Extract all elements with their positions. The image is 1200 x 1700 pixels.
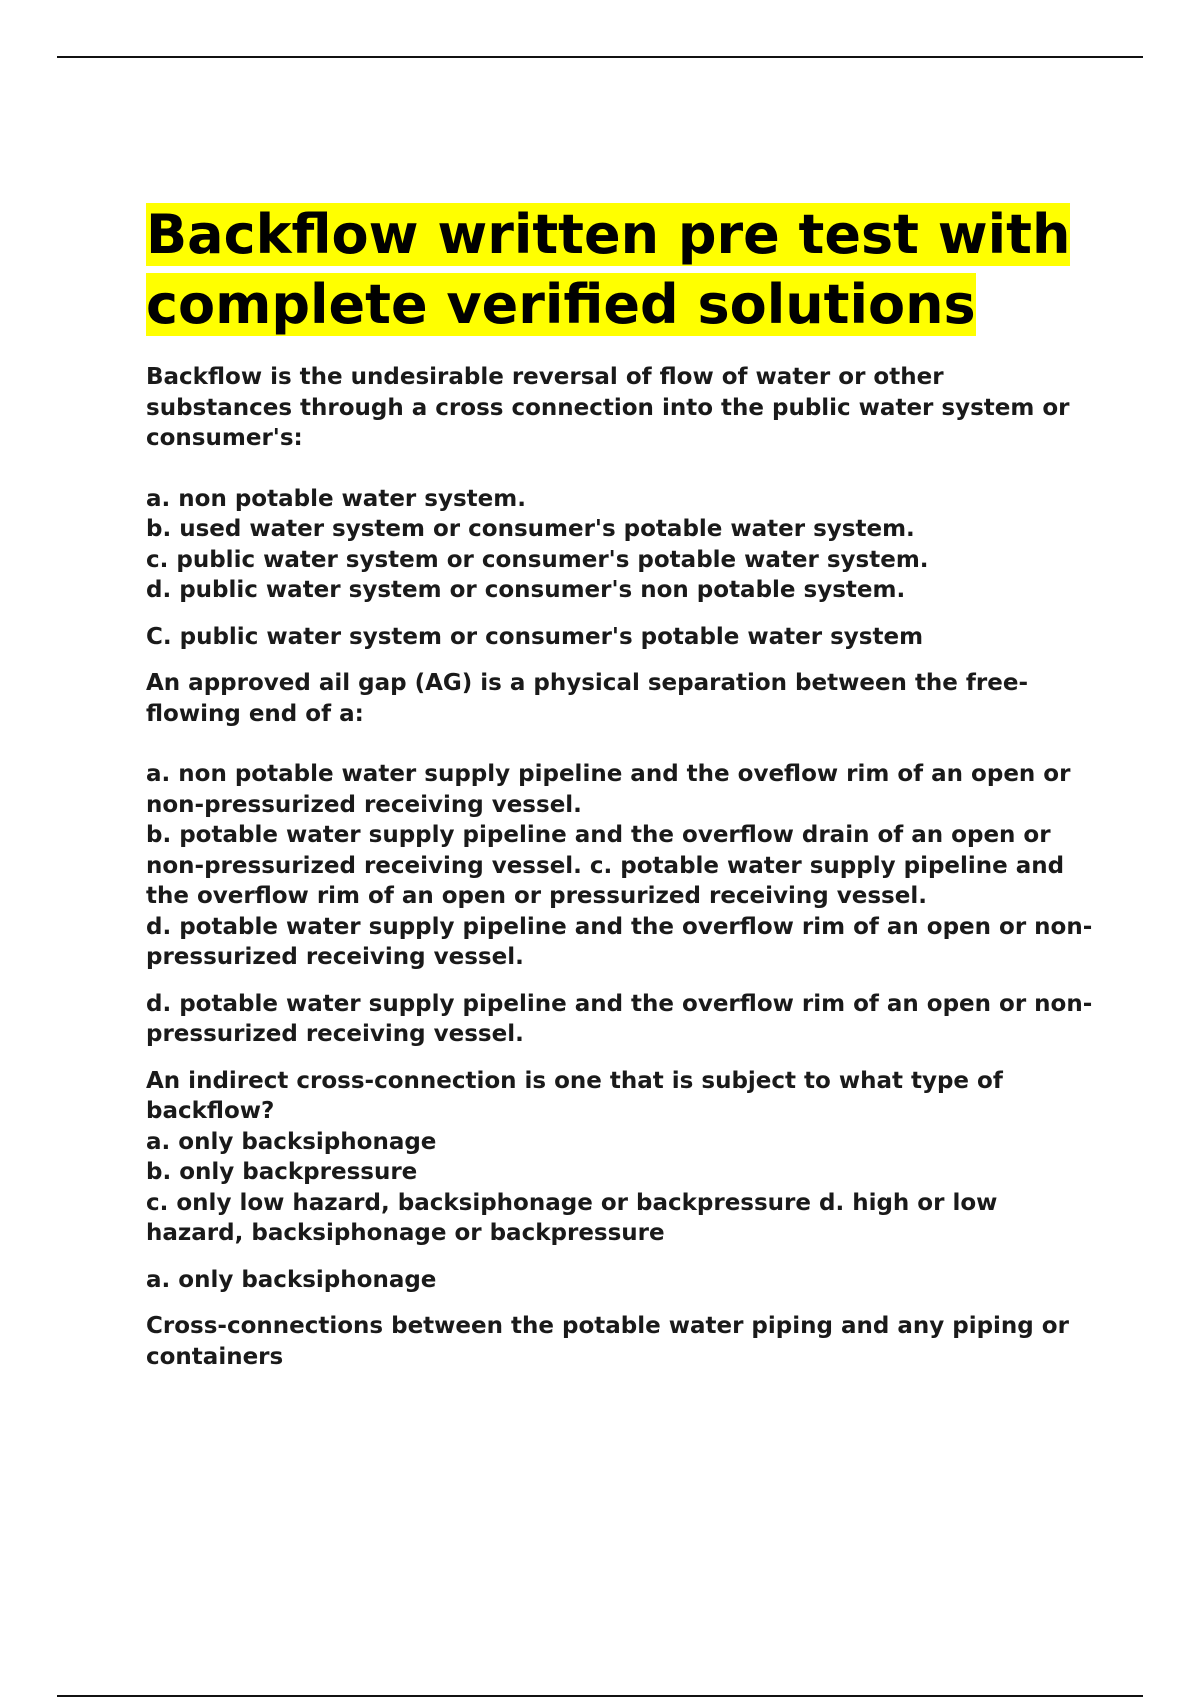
question-1-option-d: d. public water system or consumer's non potable system. [146,577,906,603]
question-block-4 [146,1311,1096,1372]
question-1-options [146,484,1096,606]
document-body [146,200,1096,1388]
question-1-option-c: c. public water system or consumer's potable water system. [146,546,929,573]
question-3-option-c-d: c. only low hazard, backsiphonage or backpressure d. high or low hazard, backsiphonage or backpressure [146,1189,998,1246]
answer-block-3 [146,1265,1096,1296]
question-3-option-b: b. only backpressure [146,1159,418,1185]
answer-2-text: d. potable water supply pipeline and the overflow rim of an open or non-pressurized receiving vessel. [146,990,1093,1047]
question-2-option-a: a. non potable water supply pipeline and the oveflow rim of an open or non-pressurized receiving vessel. [146,761,1071,818]
question-3-text: An indirect cross-connection is one that is subject to what type of backflow? [146,1067,1003,1124]
answer-1-text: C. public water system or consumer's potable water system [146,623,924,650]
question-2-option-d: d. potable water supply pipeline and the overflow rim of an open or non-pressurized receiving vessel. [146,913,1093,970]
question-block-2 [146,668,1096,973]
bottom-rule [57,1695,1143,1697]
question-4-text: Cross-connections between the potable water piping and any piping or containers [146,1313,1069,1370]
question-block-3 [146,1066,1096,1249]
question-1-option-a: a. non potable water system. [146,485,526,512]
answer-block-1 [146,622,1096,653]
question-2-text: An approved ail gap (AG) is a physical separation between the free-flowing end of a: [146,670,1029,727]
question-3-option-a: a. only backsiphonage [146,1128,437,1155]
question-1-option-b: b. used water system or consumer's potable water system. [146,516,915,542]
question-3-options [146,1127,1096,1249]
answer-3-text: a. only backsiphonage [146,1266,437,1293]
top-rule [57,56,1143,58]
question-2-options [146,759,1096,973]
question-1-text: Backflow is the undesirable reversal of flow of water or other substances through a cross connection into the public water system or consumer's: [146,364,1070,451]
document-title: Backflow written pre test with complete verified solutions [146,203,1071,336]
question-2-option-b-c: b. potable water supply pipeline and the overflow drain of an open or non-pressurized receiving vessel. c. potable water supply pipeline and the overflow rim of an open or pressurized receiving vessel. [146,822,1065,909]
answer-block-2 [146,989,1096,1050]
question-block-1 [146,362,1096,606]
